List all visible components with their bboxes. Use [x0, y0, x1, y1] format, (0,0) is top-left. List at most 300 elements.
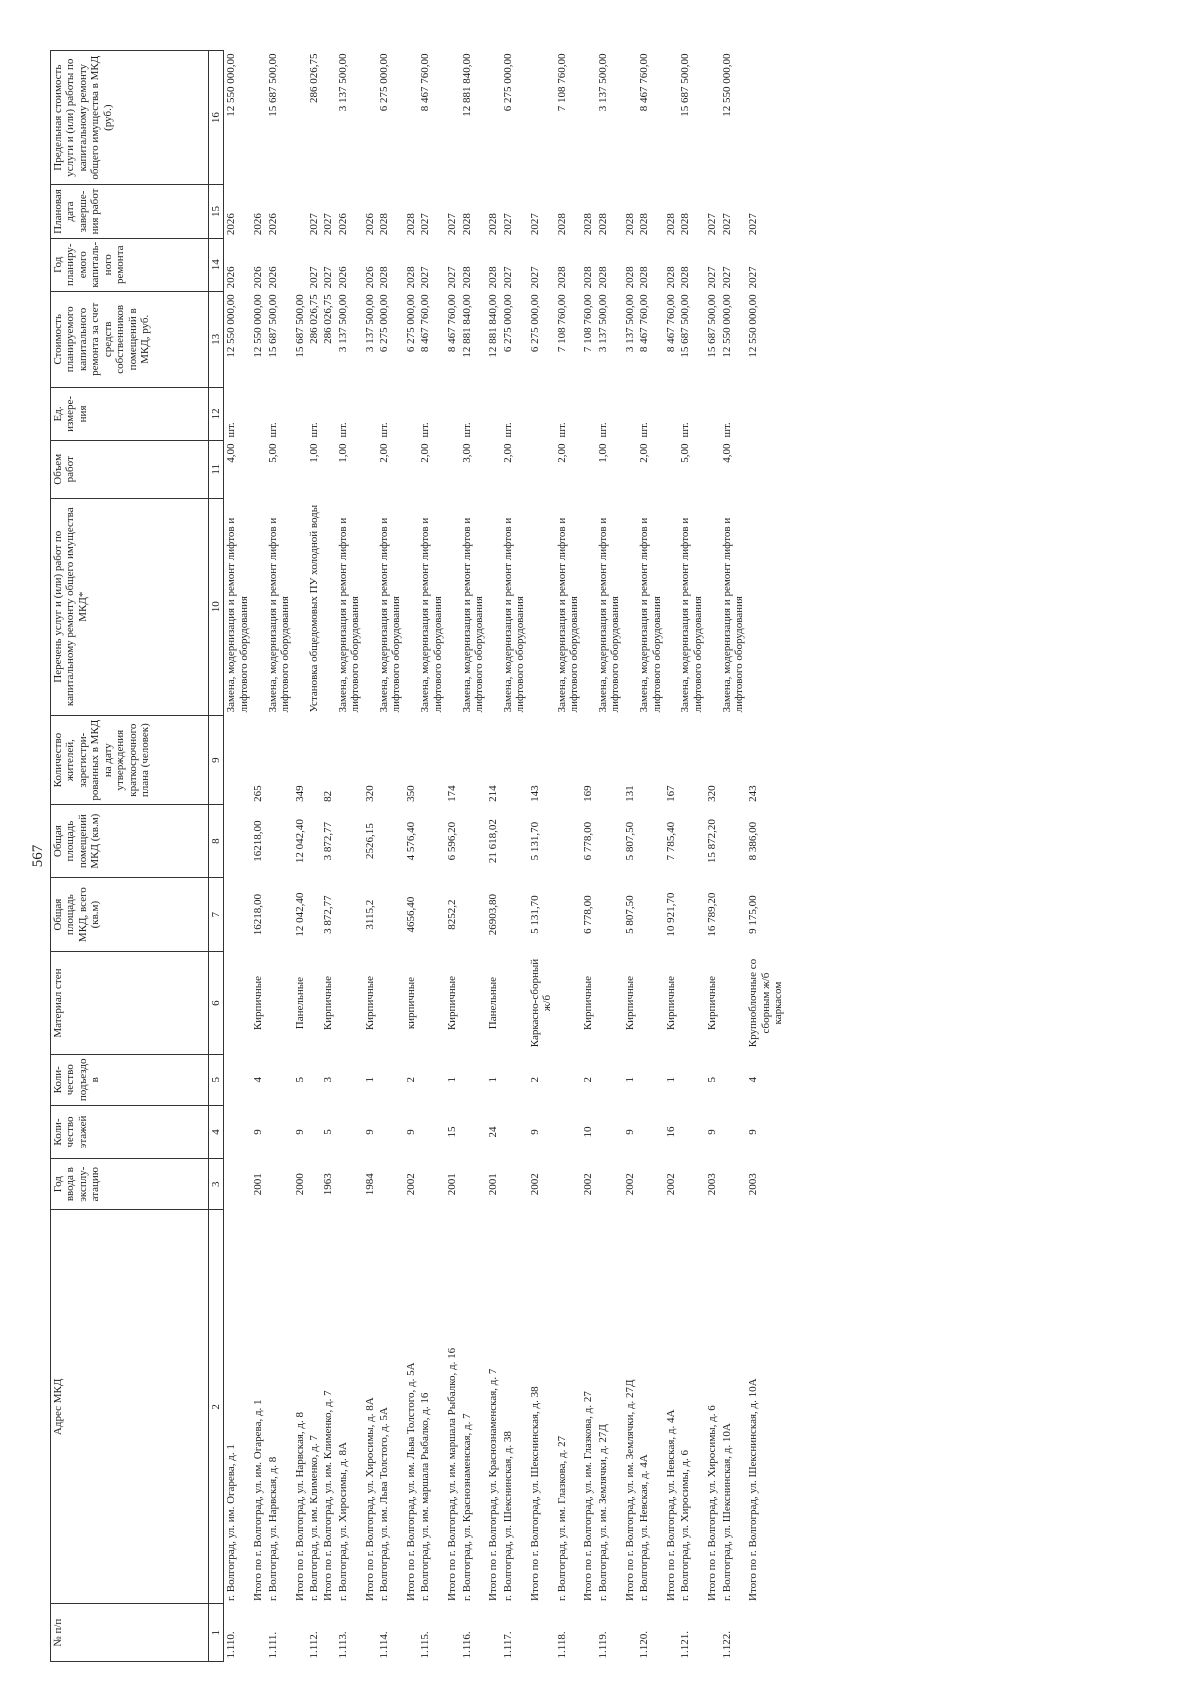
floors-count-cell: 9: [747, 1129, 760, 1135]
repair-year-cell: 2027: [720, 266, 733, 289]
row-number-cell: [251, 1604, 265, 1662]
completion-year-cell: 2027: [307, 213, 320, 236]
address-cell: г. Волгоград, ул. им. Землячки, д. 27Д: [596, 1424, 609, 1601]
limit-cost-cell: [251, 51, 265, 185]
residents-count-cell: [637, 715, 664, 805]
row-number-cell: 1.115.: [419, 1631, 432, 1659]
address-cell: г. Волгоград, ул. им. Клименко, д. 7: [307, 1435, 320, 1601]
premises-area-cell: [266, 805, 293, 877]
residents-count-cell: [596, 715, 623, 805]
repair-year-cell: 2027: [307, 266, 320, 289]
table-row: [596, 51, 623, 1662]
repair-cost-cell: 3 137 500,00: [596, 294, 609, 353]
residents-count-cell: [460, 715, 487, 805]
repair-year-cell: 2027: [706, 266, 719, 289]
unit-cell: [746, 387, 785, 440]
work-volume-cell: [746, 441, 785, 499]
table-row: [555, 51, 582, 1662]
work-description-cell: [746, 498, 785, 715]
completion-year-cell: 2028: [596, 213, 609, 236]
premises-area-cell: 4 576,40: [404, 821, 417, 861]
wall-material-cell: Крупноблочные со сборным ж/б каркасом: [747, 958, 785, 1048]
total-area-cell: 3 872,77: [322, 895, 335, 934]
work-description-cell: Замена, модернизация и ремонт лифтов и лифтового оборудования: [720, 517, 746, 713]
completion-year-cell: 2027: [501, 213, 514, 236]
repair-year-cell: 2026: [336, 266, 349, 289]
table-row: [637, 51, 664, 1662]
row-number-cell: [623, 1604, 637, 1662]
wall-material-cell: кирпичные: [404, 976, 417, 1030]
year-built-cell: 2003: [747, 1173, 760, 1196]
wall-material-cell: [678, 952, 705, 1054]
premises-area-cell: [596, 805, 623, 877]
work-description-cell: [363, 498, 377, 715]
premises-area-cell: 12 042,40: [293, 819, 306, 864]
repair-year-cell: 2026: [225, 266, 238, 289]
unit-cell: [363, 387, 377, 440]
entrances-count-cell: 2: [582, 1077, 595, 1083]
address-cell: Итого по г. Волгоград, ул. Хиросимы, д. 6: [706, 1405, 719, 1601]
entrances-count-cell: 1: [446, 1077, 459, 1083]
table-row: [377, 51, 404, 1662]
repair-year-cell: 2028: [623, 266, 636, 289]
rotated-sheet: [28, 50, 1192, 1662]
table-row: [720, 51, 747, 1662]
premises-area-cell: 2526,15: [363, 823, 376, 859]
repair-cost-cell: 286 026,75: [307, 294, 320, 344]
work-volume-cell: [705, 441, 719, 499]
work-description-cell: Замена, модернизация и ремонт лифтов и лифтового оборудования: [378, 517, 403, 713]
year-built-cell: [501, 1159, 528, 1210]
wall-material-cell: Каркасно-сборный ж/б: [528, 958, 554, 1048]
year-built-cell: 2001: [252, 1173, 265, 1196]
year-built-cell: [596, 1159, 623, 1210]
repair-year-cell: 2028: [460, 266, 473, 289]
work-volume-cell: [664, 441, 678, 499]
work-volume-cell: 2,00: [378, 443, 391, 463]
limit-cost-cell: [445, 51, 459, 185]
limit-cost-cell: 3 137 500,00: [596, 53, 609, 112]
total-row: [705, 51, 719, 1662]
work-description-cell: [623, 498, 637, 715]
repair-cost-cell: 8 467 760,00: [638, 294, 651, 353]
year-built-cell: 1963: [322, 1173, 335, 1196]
floors-count-cell: [555, 1105, 582, 1158]
floors-count-cell: 9: [623, 1129, 636, 1135]
total-area-cell: 12 042,40: [293, 892, 306, 937]
total-area-cell: [307, 877, 321, 952]
address-cell: Итого по г. Волгоград, ул. Хиросимы, д. 8А: [363, 1397, 376, 1601]
year-built-cell: 2002: [582, 1173, 595, 1196]
repair-cost-cell: 6 275 000,00: [378, 294, 391, 353]
premises-area-cell: [336, 805, 363, 877]
limit-cost-cell: 7 108 760,00: [555, 53, 568, 112]
repair-year-cell: 2028: [487, 266, 500, 289]
floors-count-cell: [678, 1105, 705, 1158]
residents-count-cell: 350: [404, 785, 417, 802]
year-built-cell: [377, 1159, 404, 1210]
row-number-cell: [528, 1604, 555, 1662]
work-volume-cell: 3,00: [460, 443, 473, 463]
unit-cell: шт.: [638, 422, 651, 438]
unit-cell: шт.: [225, 422, 238, 438]
repair-cost-cell: 6 275 000,00: [501, 294, 514, 353]
entrances-count-cell: [720, 1054, 747, 1105]
wall-material-cell: [501, 952, 528, 1054]
completion-year-cell: 2028: [679, 213, 692, 236]
entrances-count-cell: 2: [404, 1077, 417, 1083]
completion-year-cell: 2027: [747, 213, 760, 236]
repair-cost-cell: 15 687 500,00: [266, 294, 279, 358]
year-built-cell: 2001: [446, 1173, 459, 1196]
table-row: [307, 51, 321, 1662]
wall-material-cell: Панельные: [487, 976, 500, 1030]
row-number-cell: [581, 1604, 595, 1662]
row-number-cell: 1.113.: [336, 1631, 349, 1659]
work-description-cell: Замена, модернизация и ремонт лифтов и лифтового оборудования: [266, 517, 292, 713]
address-cell: Итого по г. Волгоград, ул. Краснознаменская, д. 7: [487, 1368, 500, 1601]
work-volume-cell: [486, 441, 500, 499]
row-number-cell: 1.111.: [266, 1631, 279, 1659]
completion-year-cell: 2026: [336, 213, 349, 236]
year-built-cell: 1984: [363, 1173, 376, 1196]
unit-cell: шт.: [501, 422, 514, 438]
row-number-cell: 1.112.: [307, 1631, 320, 1659]
floors-count-cell: [224, 1105, 251, 1158]
address-cell: Итого по г. Волгоград, ул. Шекснинская, д. 10А: [747, 1378, 760, 1601]
unit-cell: шт.: [378, 422, 391, 438]
total-area-cell: 26903,80: [487, 894, 500, 936]
unit-cell: [404, 387, 418, 440]
year-built-cell: [418, 1159, 445, 1210]
wall-material-cell: Кирпичные: [322, 975, 335, 1031]
address-cell: Итого по г. Волгоград, ул. Невская, д. 4А: [664, 1409, 677, 1601]
row-number-cell: [293, 1604, 307, 1662]
work-description-cell: Замена, модернизация и ремонт лифтов и лифтового оборудования: [225, 517, 250, 713]
year-built-cell: 2003: [706, 1173, 719, 1196]
table-row: [336, 51, 363, 1662]
total-area-cell: [555, 877, 582, 952]
column-number: 10: [209, 498, 224, 715]
total-row: [486, 51, 500, 1662]
work-description-cell: [321, 498, 335, 715]
total-area-cell: 5 807,50: [623, 895, 636, 934]
premises-area-cell: 5 131,70: [528, 821, 541, 861]
repair-cost-cell: 15 687 500,00: [679, 294, 692, 358]
floors-count-cell: 24: [487, 1126, 500, 1138]
column-number: 2: [209, 1210, 224, 1604]
limit-cost-cell: [363, 51, 377, 185]
column-number: 12: [209, 387, 224, 440]
page-number: 567: [30, 844, 46, 868]
header-cell: Год планиру- емого капиталь- ного ремонта: [51, 238, 209, 291]
completion-year-cell: 2028: [638, 213, 651, 236]
total-area-cell: 4656,40: [404, 896, 417, 933]
address-cell: г. Волгоград, ул. Хиросимы, д. 6: [679, 1449, 692, 1601]
completion-year-cell: 2027: [419, 213, 432, 236]
limit-cost-cell: 286 026,75: [307, 53, 320, 103]
work-volume-cell: 4,00: [225, 443, 238, 463]
repair-cost-cell: 15 687 500,00: [706, 294, 719, 358]
floors-count-cell: [596, 1105, 623, 1158]
work-description-cell: Замена, модернизация и ремонт лифтов и лифтового оборудования: [336, 517, 362, 713]
work-volume-cell: [404, 441, 418, 499]
repair-year-cell: 2028: [555, 266, 568, 289]
work-volume-cell: [321, 441, 335, 499]
completion-year-cell: 2028: [555, 213, 568, 236]
header-cell: Коли- чество этажей: [51, 1105, 209, 1158]
work-description-cell: [528, 498, 555, 715]
residents-count-cell: 214: [487, 785, 500, 802]
column-number: 3: [209, 1159, 224, 1210]
completion-year-cell: 2027: [706, 213, 719, 236]
completion-year-cell: 2027: [720, 213, 733, 236]
unit-cell: [623, 387, 637, 440]
total-area-cell: 16 789,20: [706, 892, 719, 937]
limit-cost-cell: 8 467 760,00: [638, 53, 651, 112]
total-area-cell: [501, 877, 528, 952]
premises-area-cell: 3 872,77: [322, 821, 335, 861]
total-area-cell: [596, 877, 623, 952]
total-area-cell: [224, 877, 251, 952]
repair-year-cell: 2027: [322, 266, 335, 289]
residents-count-cell: [418, 715, 445, 805]
work-volume-cell: 4,00: [720, 443, 733, 463]
total-area-cell: [637, 877, 664, 952]
floors-count-cell: 9: [293, 1129, 306, 1135]
residents-count-cell: [720, 715, 747, 805]
repair-cost-cell: 15 687 500,00: [293, 294, 306, 358]
year-built-cell: [336, 1159, 363, 1210]
residents-count-cell: [266, 715, 293, 805]
limit-cost-cell: [581, 51, 595, 185]
table-row: [460, 51, 487, 1662]
residents-count-cell: [336, 715, 363, 805]
limit-cost-cell: 12 550 000,00: [225, 53, 238, 117]
repair-year-cell: 2027: [747, 266, 760, 289]
work-description-cell: Установка общедомовых ПУ холодной воды: [307, 504, 320, 713]
wall-material-cell: Кирпичные: [706, 975, 719, 1031]
unit-cell: [664, 387, 678, 440]
work-description-cell: [486, 498, 500, 715]
total-row: [363, 51, 377, 1662]
completion-year-cell: 2026: [252, 213, 265, 236]
residents-count-cell: 174: [446, 785, 459, 802]
total-row: [404, 51, 418, 1662]
wall-material-cell: Кирпичные: [363, 975, 376, 1031]
entrances-count-cell: [596, 1054, 623, 1105]
address-cell: Итого по г. Волгоград, ул. Шекснинская, д. 38: [528, 1386, 541, 1601]
year-built-cell: 2001: [487, 1173, 500, 1196]
entrances-count-cell: 1: [363, 1077, 376, 1083]
wall-material-cell: [224, 952, 251, 1054]
entrances-count-cell: [418, 1054, 445, 1105]
premises-area-cell: 6 596,20: [446, 821, 459, 861]
address-cell: г. Волгоград, ул. им. Глазкова, д. 27: [555, 1435, 568, 1601]
row-number-cell: 1.118.: [555, 1631, 568, 1659]
premises-area-cell: 7 785,40: [664, 821, 677, 861]
repair-year-cell: 2028: [596, 266, 609, 289]
total-row: [581, 51, 595, 1662]
header-cell: Общая площадь помещений МКД (кв.м): [51, 805, 209, 877]
completion-year-cell: 2028: [487, 213, 500, 236]
repair-cost-cell: 8 467 760,00: [419, 294, 432, 353]
floors-count-cell: [501, 1105, 528, 1158]
work-description-cell: Замена, модернизация и ремонт лифтов и лифтового оборудования: [679, 517, 704, 713]
completion-year-cell: 2026: [266, 213, 279, 236]
limit-cost-cell: [746, 51, 785, 185]
entrances-count-cell: [266, 1054, 293, 1105]
year-built-cell: [678, 1159, 705, 1210]
row-number-cell: [445, 1604, 459, 1662]
work-volume-cell: 2,00: [638, 443, 651, 463]
limit-cost-cell: [486, 51, 500, 185]
address-cell: г. Волгоград, ул. им. Льва Толстого, д. 5А: [378, 1407, 391, 1601]
entrances-count-cell: [307, 1054, 321, 1105]
repair-year-cell: 2026: [266, 266, 279, 289]
floors-count-cell: 5: [322, 1129, 335, 1135]
limit-cost-cell: 3 137 500,00: [336, 53, 349, 112]
limit-cost-cell: [321, 51, 335, 185]
floors-count-cell: [377, 1105, 404, 1158]
premises-area-cell: [224, 805, 251, 877]
completion-year-cell: 2027: [322, 213, 335, 236]
unit-cell: [321, 387, 335, 440]
floors-count-cell: 15: [446, 1126, 459, 1138]
residents-count-cell: 243: [747, 785, 760, 802]
year-built-cell: [224, 1159, 251, 1210]
repair-year-cell: 2028: [582, 266, 595, 289]
column-number: 11: [209, 441, 224, 499]
floors-count-cell: 16: [664, 1126, 677, 1138]
work-description-cell: [445, 498, 459, 715]
completion-year-cell: 2026: [363, 213, 376, 236]
address-cell: г. Волгоград, ул. Краснознаменская, д. 7: [460, 1413, 473, 1601]
floors-count-cell: 10: [582, 1126, 595, 1138]
limit-cost-cell: 8 467 760,00: [419, 53, 432, 112]
wall-material-cell: Кирпичные: [582, 975, 595, 1031]
header-cell: Коли- чество подъездо в: [51, 1054, 209, 1105]
wall-material-cell: [460, 952, 487, 1054]
limit-cost-cell: [404, 51, 418, 185]
work-description-cell: Замена, модернизация и ремонт лифтов и лифтового оборудования: [596, 517, 622, 713]
work-description-cell: [705, 498, 719, 715]
table-row: [266, 51, 293, 1662]
row-number-cell: [486, 1604, 500, 1662]
address-cell: г. Волгоград, ул. им. маршала Рыбалко, д. 16: [419, 1392, 432, 1601]
repair-year-cell: 2028: [378, 266, 391, 289]
total-area-cell: 16218,00: [252, 894, 265, 936]
entrances-count-cell: 1: [664, 1077, 677, 1083]
entrances-count-cell: [336, 1054, 363, 1105]
premises-area-cell: 5 807,50: [623, 821, 636, 861]
year-built-cell: [555, 1159, 582, 1210]
row-number-cell: 1.117.: [501, 1631, 514, 1659]
repair-year-cell: 2028: [638, 266, 651, 289]
repair-cost-cell: 12 550 000,00: [225, 294, 238, 358]
unit-cell: шт.: [307, 422, 320, 438]
year-built-cell: 2000: [293, 1173, 306, 1196]
year-built-cell: [720, 1159, 747, 1210]
table-row: [224, 51, 251, 1662]
column-number: 6: [209, 952, 224, 1054]
table-row: [678, 51, 705, 1662]
completion-year-cell: 2027: [528, 213, 541, 236]
total-row: [321, 51, 335, 1662]
unit-cell: шт.: [679, 422, 692, 438]
wall-material-cell: Панельные: [293, 976, 306, 1030]
address-cell: г. Волгоград, ул. Невская, д. 4А: [638, 1454, 651, 1601]
unit-cell: шт.: [555, 422, 568, 438]
total-area-cell: [418, 877, 445, 952]
row-number-cell: [404, 1604, 418, 1662]
work-volume-cell: 2,00: [555, 443, 568, 463]
column-number: 8: [209, 805, 224, 877]
work-volume-cell: 1,00: [596, 443, 609, 463]
limit-cost-cell: 6 275 000,00: [501, 53, 514, 112]
limit-cost-cell: 15 687 500,00: [266, 53, 279, 117]
row-number-cell: 1.116.: [460, 1631, 473, 1659]
year-built-cell: [637, 1159, 664, 1210]
row-number-cell: [664, 1604, 678, 1662]
work-description-cell: [251, 498, 265, 715]
work-description-cell: [404, 498, 418, 715]
work-description-cell: Замена, модернизация и ремонт лифтов и лифтового оборудования: [555, 517, 580, 713]
total-area-cell: [377, 877, 404, 952]
total-area-cell: [720, 877, 747, 952]
floors-count-cell: [266, 1105, 293, 1158]
premises-area-cell: 21 618,02: [487, 819, 500, 864]
total-row: [293, 51, 307, 1662]
entrances-count-cell: 3: [322, 1077, 335, 1083]
repair-cost-cell: 6 275 000,00: [528, 294, 541, 353]
work-volume-cell: [528, 441, 555, 499]
header-cell: Адрес МКД: [51, 1210, 209, 1604]
repair-cost-cell: 7 108 760,00: [582, 294, 595, 353]
repair-plan-table: [50, 50, 786, 1662]
total-row: [623, 51, 637, 1662]
premises-area-cell: 15 872,20: [706, 819, 719, 864]
wall-material-cell: [720, 952, 747, 1054]
wall-material-cell: Кирпичные: [664, 975, 677, 1031]
unit-cell: шт.: [720, 422, 733, 438]
work-volume-cell: [293, 441, 307, 499]
repair-year-cell: 2026: [363, 266, 376, 289]
entrances-count-cell: [377, 1054, 404, 1105]
repair-cost-cell: 286 026,75: [322, 294, 335, 344]
limit-cost-cell: 12 881 840,00: [460, 53, 473, 117]
total-area-cell: 8252,2: [446, 899, 459, 930]
row-number-cell: [746, 1604, 785, 1662]
completion-year-cell: 2028: [623, 213, 636, 236]
residents-count-cell: [555, 715, 582, 805]
total-row: [746, 51, 785, 1662]
residents-count-cell: 169: [582, 785, 595, 802]
wall-material-cell: Кирпичные: [623, 975, 636, 1031]
premises-area-cell: 6 778,00: [582, 821, 595, 861]
work-volume-cell: 5,00: [266, 443, 279, 463]
column-number: 1: [209, 1604, 224, 1662]
work-volume-cell: 1,00: [307, 443, 320, 463]
repair-year-cell: 2028: [664, 266, 677, 289]
floors-count-cell: 9: [252, 1129, 265, 1135]
year-built-cell: 2002: [404, 1173, 417, 1196]
residents-count-cell: [224, 715, 251, 805]
work-volume-cell: [623, 441, 637, 499]
premises-area-cell: 8 386,00: [747, 821, 760, 861]
total-area-cell: 9 175,00: [747, 895, 760, 934]
floors-count-cell: [307, 1105, 321, 1158]
